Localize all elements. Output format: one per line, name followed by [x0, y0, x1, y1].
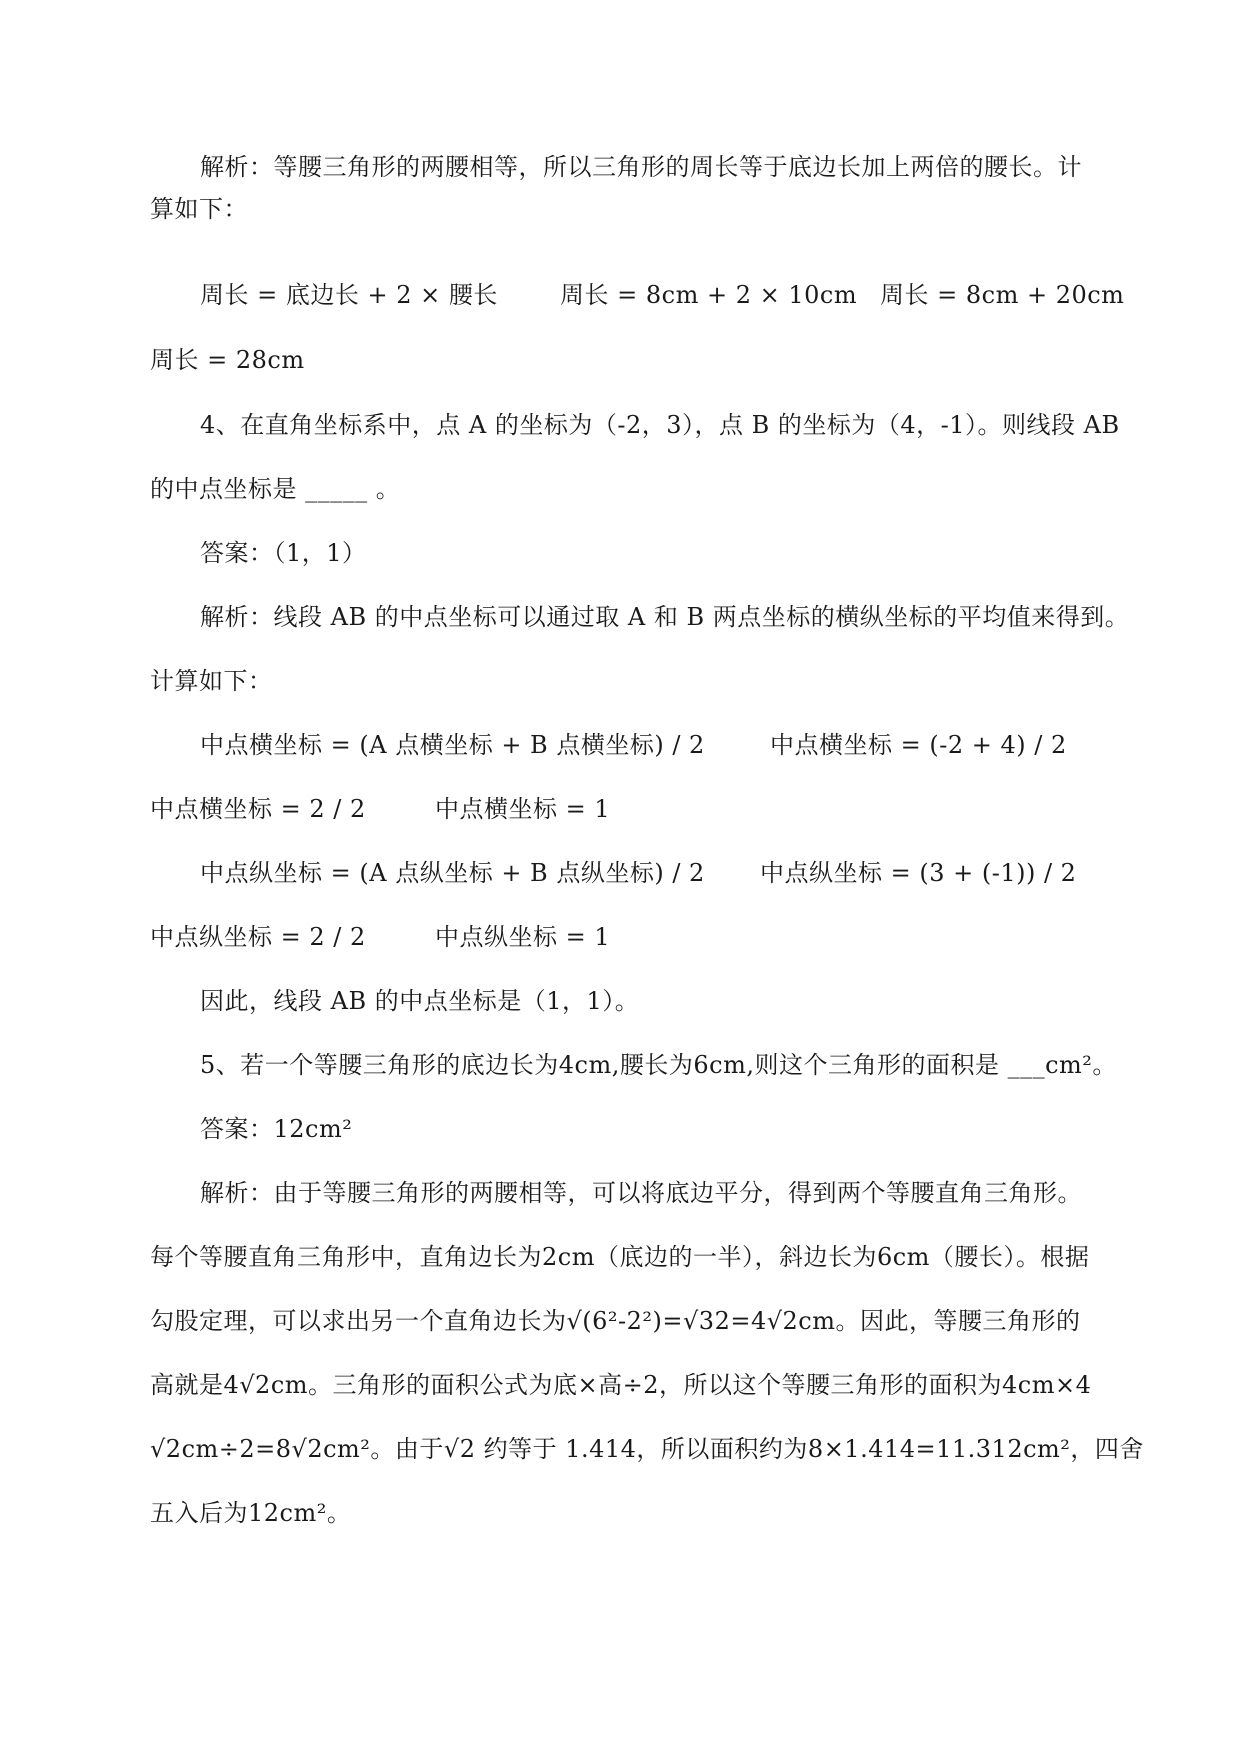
answer-4: 答案：（1，1） [200, 539, 367, 567]
question-5: 5、若一个等腰三角形的底边长为4cm,腰长为6cm,则这个三角形的面积是 ___cm²。 [200, 1051, 1117, 1079]
analysis-perimeter-line-2: 算如下： [150, 195, 248, 223]
midpoint-x-formula-1: 中点横坐标 = (A 点横坐标 + B 点横坐标) / 2 [200, 731, 705, 759]
analysis-5-line-1: 解析：由于等腰三角形的两腰相等，可以将底边平分，得到两个等腰直角三角形。 [200, 1179, 1082, 1207]
analysis-5-line-6: 五入后为12cm²。 [150, 1499, 352, 1527]
midpoint-y-formula-4: 中点纵坐标 = 1 [435, 923, 611, 951]
midpoint-y-formula-2: 中点纵坐标 = (3 + (-1)) / 2 [760, 859, 1077, 887]
perimeter-formula-1: 周长 = 底边长 + 2 × 腰长 [200, 281, 498, 309]
question-4-line-1: 4、在直角坐标系中，点 A 的坐标为（-2，3），点 B 的坐标为（4，-1）。则线段 AB [200, 411, 1120, 439]
analysis-5-line-5: √2cm÷2=8√2cm²。由于√2 约等于 1.414，所以面积约为8×1.414=11.312cm²，四舍 [150, 1435, 1144, 1463]
perimeter-formula-4: 周长 = 28cm [150, 346, 305, 374]
midpoint-x-formula-4: 中点横坐标 = 1 [435, 795, 611, 823]
midpoint-y-formula-3: 中点纵坐标 = 2 / 2 [150, 923, 366, 951]
analysis-4-line-1: 解析：线段 AB 的中点坐标可以通过取 A 和 B 两点坐标的横纵坐标的平均值来得到。 [200, 603, 1130, 631]
analysis-4-line-2: 计算如下： [150, 667, 273, 695]
midpoint-y-formula-1: 中点纵坐标 = (A 点纵坐标 + B 点纵坐标) / 2 [200, 859, 705, 887]
answer-5: 答案：12cm² [200, 1115, 353, 1143]
midpoint-x-formula-3: 中点横坐标 = 2 / 2 [150, 795, 366, 823]
analysis-5-line-2: 每个等腰直角三角形中，直角边长为2cm（底边的一半），斜边长为6cm（腰长）。根据 [150, 1243, 1090, 1271]
analysis-5-line-3: 勾股定理，可以求出另一个直角边长为√(6²-2²)=√32=4√2cm。因此，等腰三角形的 [150, 1307, 1081, 1335]
analysis-perimeter-line-1: 解析：等腰三角形的两腰相等，所以三角形的周长等于底边长加上两倍的腰长。计 [200, 153, 1082, 181]
perimeter-formula-2: 周长 = 8cm + 2 × 10cm [560, 281, 858, 309]
analysis-5-line-4: 高就是4√2cm。三角形的面积公式为底×高÷2，所以这个等腰三角形的面积为4cm×4 [150, 1371, 1092, 1399]
question-4-line-2: 的中点坐标是 _____ 。 [150, 475, 401, 503]
perimeter-formula-3: 周长 = 8cm + 20cm [880, 281, 1125, 309]
conclusion-4: 因此，线段 AB 的中点坐标是（1，1）。 [200, 987, 640, 1015]
midpoint-x-formula-2: 中点横坐标 = (-2 + 4) / 2 [770, 731, 1067, 759]
